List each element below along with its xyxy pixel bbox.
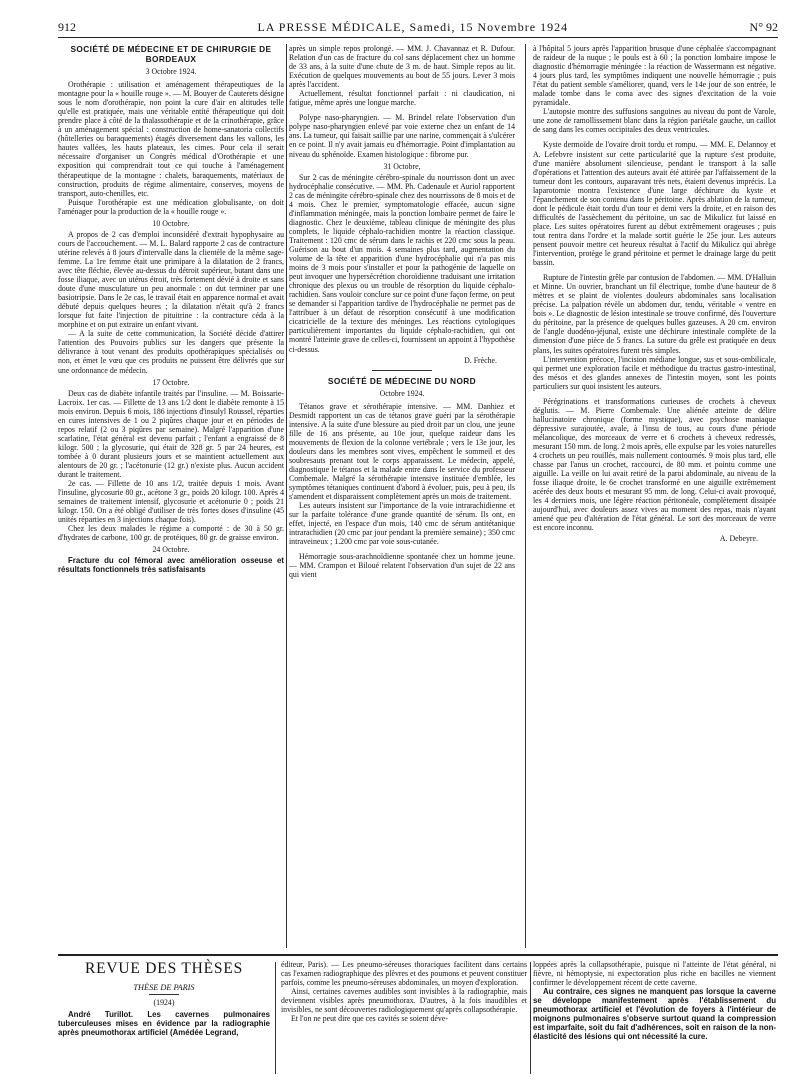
paragraph: L'autopsie montre des suffusions sanguines au niveau du pont de Varole, une zone de ramollissement blanc dans la région pariétale gauche, un caillot de sang dans les cornes occipitales des deux ventricules. [533,107,776,135]
page-header [58,18,778,36]
paragraph: 2e cas. — Fillette de 10 ans 1/2, traitée depuis 1 mois. Avant l'insuline, glycosurie 80 gr., acétone 3 gr., poids 20 kilogr. 100. Après 4 semaines de traitement intensif, glycosurie et acétonurie 0 ; poids 21 kilogr. 150. On a été obligé d'utiliser de très fortes doses d'insuline (45 unités réparties en 3 injections chaque fois). [58,479,284,525]
paragraph: éditeur, Paris). — Les pneumo-séreuses thoraciques facilitent dans certains cas l'examen radiographique des plèvres et des poumons et peuvent constituer parfois, comme les pneumo-séreuses abdominales, un moyen d'exploration. [281,960,527,988]
paragraph: L'intervention précoce, l'incision médiane longue, sus et sous-ombilicale, qui permet une exploration facile et méthodique du tractus gastro-intestinal, des mésos et des glandes annexes de l'intestin moyen, sont les points particuliers sur quoi insistent les auteurs. [533,354,776,391]
column-rule [286,44,287,948]
column-rule [530,962,531,1074]
paragraph: Actuellement, résultat fonctionnel parfait : ni claudication, ni fatigue, même après une longue marche. [289,89,515,108]
paragraph: Ainsi, certaines cavernes audibles sont invisibles à la radiographie, mais deviennent visibles après pneumothorax. D'autres, à la fois inaudibles et invisibles, ne sont découvertes radiologiquement qu'après collapsothérapie. [281,987,527,1015]
bottom-column-1 [58,960,270,1037]
article-hemorragie: Hémorragie sous-arachnoïdienne spontanée chez un homme jeune. — MM. Crampon et Biloué relatent l'observation d'un sujet de 22 ans qui vient [289,552,515,580]
paragraph: Puisque l'orothérapie est une médication globulisante, on doit l'aménager pour la production de la « houille rouge ». [58,197,284,216]
journal-title: LA PRESSE MÉDICALE, Samedi, 15 Novembre 1924 [257,19,569,34]
column-rule [525,44,526,948]
section-title-bordeaux: SOCIÉTÉ DE MÉDECINE ET DE CHIRURGIE DE BORDEAUX [70,44,272,64]
bottom-column-3 [533,960,776,1041]
article-fracture-col: après un simple repos prolongé. — MM. J. Chavannaz et R. Dufour. Relation d'un cas de fracture du col sans déplacement chez un homme de 33 ans, à la suite d'une chute de 3 m. de haut. Simple repos au lit. Exécution de quelques mouvements au bout de 55 jours. Lever 3 mois après l'accident. [289,44,515,90]
article-diabete-infantile: Deux cas de diabète infantile traités par l'insuline. — M. Boissarie-Lacroix. 1er cas. — Fillette de 13 ans 1/2 dont le diabète remonte à 15 mois environ. Depuis 6 mois, 186 injections d'insulyl Roussel, réparties en cures intensives de 1 ou 2 piqûres chaque jour et en périodes de repos relatif (2 ou 3 piqûres par semaine). Malgré l'apparition d'une scarlatine, l'état général est devenu parfait ; l'enfant a engraissé de 8 kilogr. 500 ; la glycosurie, qui était de 328 gr. 5 par 24 heures, est tombée à 0 durant plusieurs jours et se maintient actuellement aux alentours de 20 gr. ; l'acétonurie (12 gr.) n'existe plus. Aucun accident durant le traitement. [58,388,284,480]
section-title-nord: SOCIÉTÉ DE MÉDECINE DU NORD [327,375,477,386]
column-2 [289,44,515,580]
thesis-heading: THÈSE DE PARIS [133,983,195,992]
page-number: 912 [58,19,76,34]
meeting-date: 31 Octobre, [383,161,421,171]
thesis-year: (1924) [153,998,175,1008]
section-date: 3 Octobre 1924. [145,67,197,76]
column-rule [275,962,276,1074]
article-crochets: Pérégrinations et transformations curieuses de crochets à cheveux déglutis. — M. Pierre Combemale. Une aliénée atteinte de délire hallucinatoire chronique (forme mystique), avec psychose maniaque dépressive surajoutée, avale, à l'insu de tous, au cours d'une période mélancolique, des morceaux de verre et 6 crochets à cheveux redressés, mesurant 150 mm. de long. 2 mois après, elle expulse par les voies naturelles 4 crochets un peu rouillés, mais nullement contournés. 9 mois plus tard, elle chasse par l'anus un crochet, raccourci, de 80 mm. et pointu comme une aiguille. La veille on lui avait retiré de la paroi abdominale, au niveau de la fosse iliaque droite, le 6e crochet transformé en une aiguille extrêmement acérée des deux bouts et mesurant 95 mm. de long. Celui-ci avait provoqué, les 4 derniers mois, une légère réaction péritonéale, complètement dissipée aujourd'hui, avec douleurs assez vives au moment des repas, mais n'ayant amené que peu d'altération de l'état général. Le sort des morceaux de verre est encore inconnu. [533,396,776,533]
signature: D. Frèche. [464,355,497,365]
revue-title: REVUE DES THÈSES [84,960,244,977]
section-rule [372,370,432,371]
article-heading-fracture: Fracture du col fémoral avec amélioration osseuse et résultats fonctionnels très satisfaisants [58,556,284,575]
paragraph: Au contraire, ces signes ne manquent pas lorsque la caverne se développe manifestement après l'établissement du pneumothorax artificiel et l'évolution de foyers à l'intérieur de moignons pulmonaires s'observe surtout quand la compression est imparfaite, soit du fait d'adhérences, soit en raison de la non-élasticité des lésions qui ont nécessité la cure. [533,987,776,1042]
article-tetanos: Tétanos grave et sérothérapie intensive. — MM. Danhiez et Desmidt rapportent un cas de tétanos grave guéri par la sérothérapie intensive. A la suite d'une blessure au pied droit par un clou, une jeune fille de 16 ans présente, au 10e jour, quelque raideur dans les mouvements de flexion de la colonne vertébrale ; vers le 13e jour, les douleurs dans les membres sont vives, empêchent le sommeil et des soubresauts prenant tout le corps apparaissent. Le médecin, appelé, diagnostique le tétanos et la malade entre dans le service du professeur Combemale. Malgré la sérothérapie intensive instituée d'emblée, les symptômes tétaniques continuent d'abord à évoluer, puis, peu à peu, ils s'amendent et disparaissent complètement après un mois de traitement. [289,401,515,502]
article-polype: Polype naso-pharyngien. — M. Brindel relate l'observation d'un polype naso-pharyngien enlevé par voie externe chez un enfant de 14 ans. La tumeur, qui faisait saillie par une narine, commençait à s'ulcérer en ce point. Il n'y avait jamais eu d'hémorragie. Point d'implantation au niveau du sphénoïde. Examen histologique : fibrome pur. [289,113,515,159]
signature: A. Debeyre. [719,534,758,544]
bottom-column-2 [281,960,527,1023]
meeting-date: 24 Octobre. [152,545,190,555]
thesis-rule [149,994,179,995]
paragraph: Les auteurs insistent sur l'importance de la voie intrarachidienne et sur la parfaite tolérance d'une grande quantité de sérum. Ils ont, en effet, injecté, en l'espace d'un mois, 140 cmc de sérum antitétanique intrarachidien (20 cmc par jour pendant la première semaine) ; 350 cmc intraveineux ; 1.200 cmc par voie sous-cutanée. [289,501,515,547]
section-divider [58,954,778,956]
issue-number: N° 92 [749,19,778,34]
paragraph: Chez les deux malades le régime a comporté : de 30 à 50 gr. d'hydrates de carbone, 100 gr. de protéiques, 80 gr. de graisse environ. [58,524,284,543]
paragraph: à l'hôpital 5 jours après l'apparition brusque d'une céphalée s'accompagnant de raideur de la nuque ; le pouls est à 60 ; la ponction lombaire impose le diagnostic d'hémorragie méningée : la réaction de Wassermann est négative. 4 jours plus tard, les symptômes indiquent une nouvelle hémorragie ; puis l'état du patient semble s'améliorer, quand, vers le 14e jour de son entrée, le malade tombe dans le coma avec des signes d'excitation de la voie pyramidale. [533,44,776,108]
thesis-entry: André Turillot. Les cavernes pulmonaires tuberculeuses mises en évidence par la radiographie après pneumothorax artificiel (Amédée Legrand, [58,1010,270,1038]
paragraph: loppées après la collapsothérapie, puisque ni l'atteinte de l'état général, ni fièvre, ni hémoptysie, ni expectoration plus riche en bacilles ne viennent confirmer le développement récent de cette caverne. [533,960,776,988]
section-date: Octobre 1924. [379,388,425,398]
column-1 [58,44,284,575]
meeting-date: 10 Octobre. [152,218,190,228]
header-rule [58,37,778,38]
meeting-date: 17 Octobre. [152,377,190,387]
paragraph: — A la suite de cette communication, la Société décide d'attirer l'attention des Pouvoirs publics sur les dangers que présente la délivrance à tout venant des produits opothérapiques spécialisés ou non, et émet le vœu que ces produits ne puissent être délivrés que sur une ordonnance de médecin. [58,329,284,375]
article-meningite: Sur 2 cas de méningite cérébro-spinale du nourrisson dont un avec hydrocéphalie consécutive. — MM. Ph. Cadenaule et Auriol rapportent 2 cas de méningite cérébro-spinale chez des nourrissons de 8 mois et de 4 mois. Chez le premier, symptomatologie effacée, aucun signe d'inflammation méningée, mais la ponction lombaire permet de faire le diagnostic. Chez le deuxième, tableau clinique de méningite des plus complets, le liquide céphalo-rachidien montre la réaction classique. Traitement : 120 cmc de sérum dans le rachis et 220 cmc sous la peau. Guérison au bout d'un mois. 4 semaines plus tard, augmentation du volume de la tête et apparition d'une hydrocéphalie qui n'a pas mis moins de 3 mois pour s'installer et pour la pathogénie de laquelle on peut invoquer une hypersécrétion choroïdienne traduisant une irritation chronique des plexus ou un trouble de résorption du liquide céphalo-rachidien. Sans vouloir conclure sur ce point d'une façon ferme, on peut se demander si l'apparition tardive de l'hydrocéphalie ne permet pas de l'attribuer à un défaut de résorption consécutif à une modification cicatricielle de la texture des méninges. Les réactions cytologiques particulièrement importantes du liquide céphalo-rachidien, qui ont montré l'atteinte grave de celles-ci, fournissent un appoint à l'hypothèse ci-dessus. [289,172,515,354]
article-kyste-dermoide: Kyste dermoïde de l'ovaire droit tordu et rompu. — MM. E. Delannoy et A. Lefebvre insistent sur cette particularité que la rupture s'est produite, d'une manière absolument silencieuse, pendant le transport à la salle d'opérations et l'attention des auteurs avait été attirée par l'affaissement de la tumeur dont les contours, auparavant très nets, étaient devenus imprécis. La laparotomie montra l'existence d'une large déchirure du kyste et l'épanchement de son contenu dans le péritoine. Après ablation de la tumeur, dont le pédicule était tordu d'un tour et demi vers la droite, et en raison des difficultés de l'assèchement du péritoine, un sac de Mikulicz fut laissé en place. Les suites opératoires furent au début extrêmement orageuses ; puis tout rentra dans l'ordre et la malade sortit guérie le 25e jour. Les auteurs pensent pouvoir mettre cet heureux résultat à l'actif du Mikulicz qui abrège l'intervention, protège le grand péritoine et permet le drainage large du petit bassin. [533,140,776,268]
article-extrait-hypophysaire: A propos de 2 cas d'emploi inconsidéré d'extrait hypophysaire au cours de l'accouchement. — M. L. Balard rapporte 2 cas de contracture utérine relevés à 8 jours d'intervalle dans la clientèle de la même sage-femme. La 1re femme était une primipare à la dilatation de 2 francs, avec tête fléchie, élevée au-dessus du détroit supérieur, butant dans une fosse iliaque, avec un utérus étroit, très fortement dévié à droite et sans doute d'une musculature un peu anormale : on dut terminer par une basiotripsie. Dans le 2e cas, le travail était en apparence normal et avait débuté depuis quelques heures ; la dilatation n'était qu'à 2 francs lorsque fut faite l'injection de pituitrine : la contracture céda à la morphine et on put extraire un enfant vivant. [58,229,284,330]
article-rupture-intestin: Rupture de l'intestin grêle par contusion de l'abdomen. — MM. D'Halluin et Minne. Un ouvrier, branchant un fil électrique, tombe d'une hauteur de 8 mètres et se plaint de violentes douleurs abdominales sans localisation précise. La palpation révèle un abdomen dur, tendu, véritable « ventre en bois ». Le diagnostic de lésion intestinale se trouve confirmé, dès l'ouverture du péritoine, par la présence de quelques bulles gazeuses. A 20 cm. environ de l'angle duodéno-jéjunal, existe une déchirure intestinale complète de la dimension d'une pièce de 5 francs. La suture du grêle est pratiquée en deux plans, les suites opératoires furent très simples. [533,273,776,355]
article-orotherapie: Orothérapie : utilisation et aménagement thérapeutiques de la montagne pour la « houille rouge ». — M. Bouyer de Cauterets désigne sous le nom d'orothérapie, non point la cure d'air en altitudes telle qu'elle est pratiquée, mais une véritable entité thérapeutique qui doit prendre place à côté de la thalassothérapie et de la crinothérapie, grâce à un aménagement spécial : construction de home-sanatoria collectifs (hôtelleries ou baraquements) étagés diversement dans les vallons, les hautes vallées, les hauts plateaux, les cimes. Pour cela il serait nécessaire d'organiser un Congrès médical d'Orothérapie et une exposition qui comprendrait tout ce qui touche à l'aménagement thérapeutique de la montagne : chalets, baraquements, matériaux de construction, produits de régime alimentaire, conserves, moyens de transport, auto-chenilles, etc. [58,80,284,198]
paragraph: Et l'on ne peut dire que ces cavités se soient déve- [291,1014,448,1024]
column-3 [533,44,776,543]
